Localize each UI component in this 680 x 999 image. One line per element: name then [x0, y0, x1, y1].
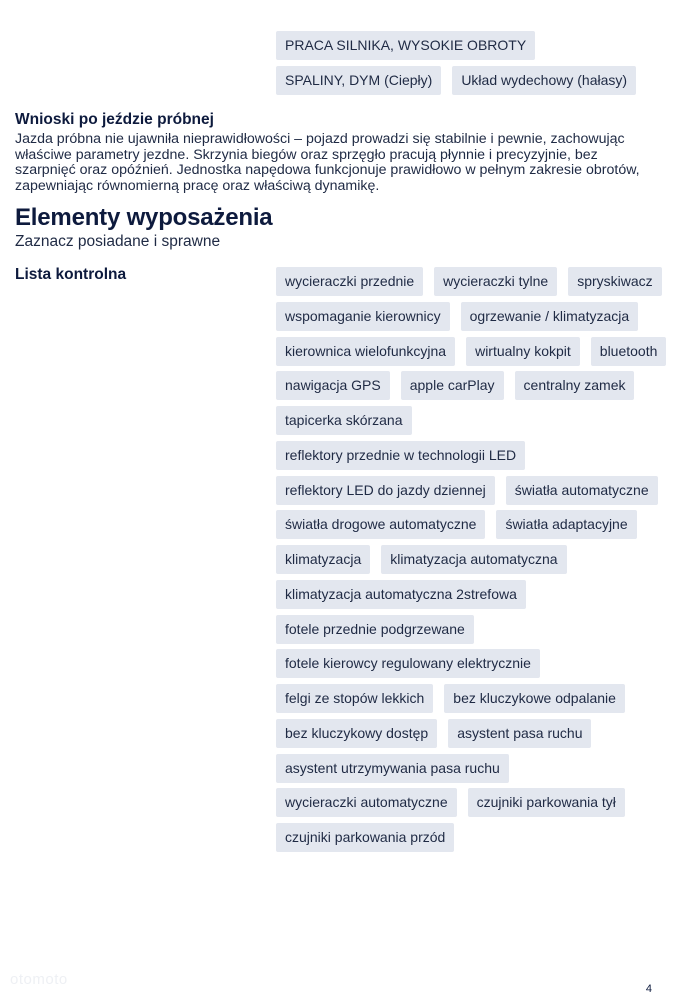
- equipment-subtitle: Zaznacz posiadane i sprawne: [15, 233, 221, 250]
- checklist-label: Lista kontrolna: [15, 266, 127, 283]
- conclusions-heading: Wnioski po jeździe próbnej: [15, 111, 214, 128]
- tag-chip: Układ wydechowy (hałasy): [452, 66, 636, 95]
- equipment-item[interactable]: centralny zamek: [515, 371, 635, 400]
- equipment-item[interactable]: wirtualny kokpit: [466, 337, 580, 366]
- equipment-item[interactable]: spryskiwacz: [568, 267, 661, 296]
- equipment-item[interactable]: klimatyzacja: [276, 545, 370, 574]
- equipment-item[interactable]: kierownica wielofunkcyjna: [276, 337, 455, 366]
- equipment-item[interactable]: czujniki parkowania przód: [276, 823, 454, 852]
- equipment-item[interactable]: światła drogowe automatyczne: [276, 510, 485, 539]
- equipment-item[interactable]: fotele przednie podgrzewane: [276, 615, 474, 644]
- equipment-title: Elementy wyposażenia: [15, 204, 273, 231]
- equipment-item[interactable]: asystent utrzymywania pasa ruchu: [276, 754, 509, 783]
- equipment-item[interactable]: światła adaptacyjne: [496, 510, 636, 539]
- equipment-item[interactable]: wycieraczki przednie: [276, 267, 423, 296]
- equipment-item[interactable]: bluetooth: [591, 337, 667, 366]
- equipment-item[interactable]: tapicerka skórzana: [276, 406, 412, 435]
- equipment-item[interactable]: ogrzewanie / klimatyzacja: [461, 302, 639, 331]
- equipment-item[interactable]: wycieraczki automatyczne: [276, 788, 457, 817]
- tag-chip: PRACA SILNIKA, WYSOKIE OBROTY: [276, 31, 535, 60]
- equipment-item[interactable]: reflektory przednie w technologii LED: [276, 441, 525, 470]
- equipment-item[interactable]: asystent pasa ruchu: [448, 719, 591, 748]
- equipment-item[interactable]: reflektory LED do jazdy dziennej: [276, 476, 495, 505]
- equipment-item[interactable]: światła automatyczne: [506, 476, 658, 505]
- equipment-item[interactable]: felgi ze stopów lekkich: [276, 684, 433, 713]
- equipment-item[interactable]: czujniki parkowania tył: [468, 788, 625, 817]
- equipment-item[interactable]: klimatyzacja automatyczna 2strefowa: [276, 580, 526, 609]
- equipment-item[interactable]: bez kluczykowe odpalanie: [444, 684, 625, 713]
- equipment-item[interactable]: klimatyzacja automatyczna: [381, 545, 566, 574]
- tag-chip: SPALINY, DYM (Ciepły): [276, 66, 441, 95]
- equipment-item[interactable]: nawigacja GPS: [276, 371, 390, 400]
- equipment-item[interactable]: fotele kierowcy regulowany elektrycznie: [276, 649, 540, 678]
- page-number: 4: [645, 983, 652, 995]
- driving-test-tags: [276, 31, 666, 95]
- conclusions-text: Jazda próbna nie ujawniła nieprawidłowości – pojazd prowadzi się stabilnie i pewnie, zachowując właściwe parametry jezdne. Skrzynia biegów oraz sprzęgło pracują płynnie i precyzyjnie, bez szarpnięć oraz opóźnień. Jednostka napędowa funkcjonuje prawidłowo w pełnym zakresie obrotów, zapewniając równomierną pracę oraz właściwą dynamikę.: [15, 131, 640, 194]
- watermark-logo: otomoto: [10, 971, 68, 988]
- equipment-item[interactable]: bez kluczykowy dostęp: [276, 719, 437, 748]
- equipment-item[interactable]: wycieraczki tylne: [434, 267, 557, 296]
- equipment-checklist: [276, 267, 668, 852]
- equipment-item[interactable]: apple carPlay: [401, 371, 504, 400]
- equipment-item[interactable]: wspomaganie kierownicy: [276, 302, 450, 331]
